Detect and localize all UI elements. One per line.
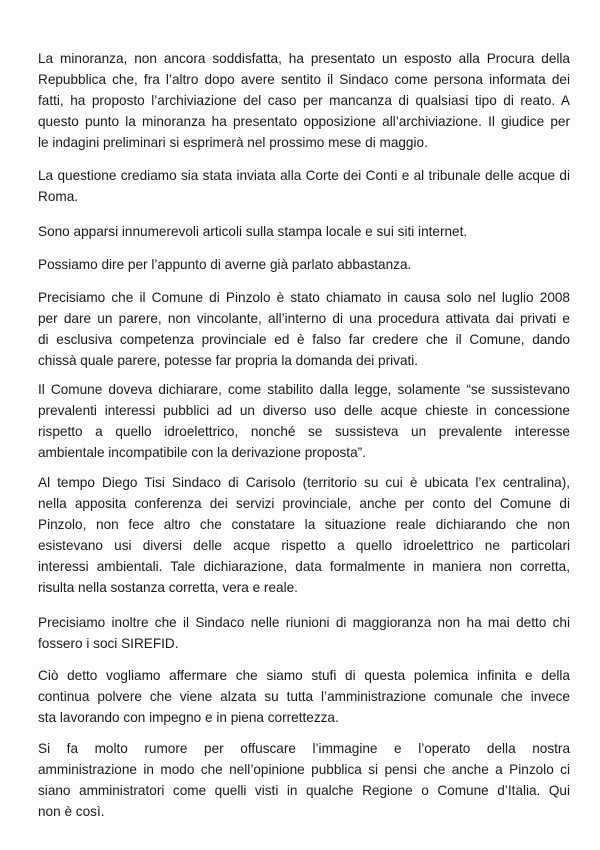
text-line: Il Comune doveva dichiarare, come stabilito dalla legge, solamente “se sussistevano [38,382,570,397]
paragraph-3 [38,221,570,242]
paragraph-6 [38,379,570,463]
text-line: Al tempo Diego Tisi Sindaco di Carisolo (territorio su cui è ubicata l’ex centralina), [38,475,570,490]
text-line: rispetto a quello idroelettrico, nonché se sussisteva un prevalente interesse [38,424,570,439]
text-line: Repubblica che, fra l’altro dopo avere sentito il Sindaco come persona informata dei [38,72,570,87]
paragraph-5 [38,287,570,371]
text-line: prevalenti interessi pubblici ad un diverso uso delle acque chieste in concessione [38,403,570,418]
text-line: siano amministratori come quelli visti in qualche Regione o Comune d’Italia. Qui [38,783,570,798]
text-line: questo punto la minoranza ha presentato opposizione all’archiviazione. Il giudice per [38,114,570,129]
paragraph-10 [38,738,570,822]
paragraph-1 [38,48,570,153]
text-line: Si fa molto rumore per offuscare l’immagine e l’operato della nostra [38,741,570,756]
text-line: Pinzolo, non fece altro che constatare la situazione reale dichiarando che non [38,517,570,532]
text-line: Ciò detto vogliamo affermare che siamo stufi di questa polemica infinita e della [38,668,570,683]
text-line: di esclusiva competenza provinciale ed è falso far credere che il Comune, dando [38,332,570,347]
text-line: Precisiamo inoltre che il Sindaco nelle riunioni di maggioranza non ha mai detto chi [38,615,570,630]
text-line: fatti, ha proposto l’archiviazione del caso per mancanza di qualsiasi tipo di reato. A [38,93,570,108]
text-line: fossero i soci SIREFID. [38,636,179,651]
text-line: Possiamo dire per l’appunto di averne già parlato abbastanza. [38,257,412,272]
paragraph-8 [38,612,570,654]
paragraph-2 [38,165,570,207]
text-line: chissà quale parere, potesse far propria la domanda dei privati. [38,353,419,368]
text-line: per dare un parere, non vincolante, all’interno di una procedura attivata dai privati e [38,311,570,326]
text-line: sta lavorando con impegno e in piena correttezza. [38,710,339,725]
text-line: interessi ambientali. Tale dichiarazione, data formalmente in maniera non corretta, [38,559,570,574]
text-line: esistevano usi diversi delle acque rispetto a quello idroelettrico ne particolari [38,538,570,553]
text-line: continua polvere che viene alzata su tutta l’amministrazione comunale che invece [38,689,570,704]
text-line: non è così. [38,804,105,819]
text-line: risulta nella sostanza corretta, vera e reale. [38,580,298,595]
text-line: Roma. [38,189,79,204]
text-line: le indagini preliminari si esprimerà nel prossimo mese di maggio. [38,135,428,150]
paragraph-7 [38,472,570,598]
text-line: Sono apparsi innumerevoli articoli sulla stampa locale e sui siti internet. [38,224,468,239]
paragraph-9 [38,665,570,728]
text-line: amministrazione in modo che nell’opinione pubblica si pensi che anche a Pinzolo ci [38,762,570,777]
text-line: La minoranza, non ancora soddisfatta, ha presentato un esposto alla Procura della [38,51,570,66]
paragraph-4 [38,254,570,275]
text-line: nella apposita conferenza dei servizi provinciale, anche per conto del Comune di [38,496,570,511]
text-line: La questione crediamo sia stata inviata alla Corte dei Conti e al tribunale delle acque di [38,168,570,183]
text-line: Precisiamo che il Comune di Pinzolo è stato chiamato in causa solo nel luglio 2008 [38,290,570,305]
text-line: ambientale incompatibile con la derivazione proposta”. [38,445,366,460]
